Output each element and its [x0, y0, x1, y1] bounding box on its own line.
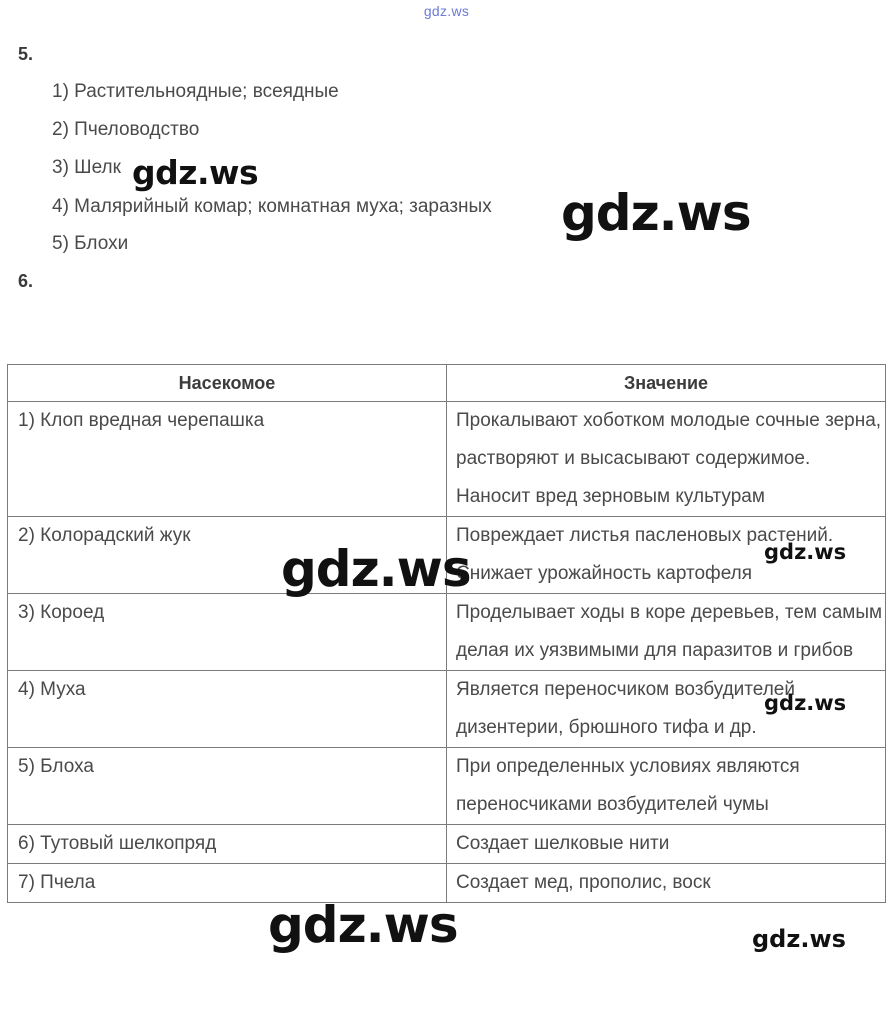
table-header-row [8, 365, 886, 402]
cell-meaning: Проделывает ходы в коре деревьев, тем самым делая их уязвимыми для паразитов и грибов [447, 594, 886, 671]
cell-meaning: Создает мед, прополис, воск [447, 864, 886, 903]
watermark: gdz.ws [281, 540, 471, 598]
cell-meaning: Является переносчиком возбудителей дизентерии, брюшного тифа и др. [447, 671, 886, 748]
table-row [8, 594, 886, 671]
question-6-number: 6. [18, 271, 34, 291]
cell-meaning: Повреждает листья пасленовых растений. Снижает урожайность картофеля [447, 517, 886, 594]
watermark: gdz.ws [132, 153, 259, 192]
question-5-number: 5. [18, 44, 34, 64]
answer-item: 5) Блохи [52, 233, 129, 254]
watermark: gdz.ws [268, 896, 458, 954]
answer-item: 2) Пчеловодство [52, 119, 200, 140]
cell-meaning: При определенных условиях являются переносчиками возбудителей чумы [447, 748, 886, 825]
answer-item: 3) Шелк [52, 157, 121, 178]
cell-insect: 6) Тутовый шелкопряд [8, 825, 447, 864]
header-meaning: Значение [447, 365, 886, 402]
watermark: gdz.ws [752, 925, 846, 953]
table-row [8, 402, 886, 517]
cell-insect: 4) Муха [8, 671, 447, 748]
table-row [8, 825, 886, 864]
cell-meaning: Создает шелковые нити [447, 825, 886, 864]
cell-meaning: Прокалывают хоботком молодые сочные зерна, растворяют и высасывают содержимое. Наносит вред зерновым культурам [447, 402, 886, 517]
table-row [8, 671, 886, 748]
answer-item: 1) Растительноядные; всеядные [52, 81, 339, 102]
site-watermark-top: gdz.ws [423, 3, 470, 19]
answer-item: 4) Малярийный комар; комнатная муха; заразных [52, 196, 492, 217]
cell-insect: 7) Пчела [8, 864, 447, 903]
cell-insect: 3) Короед [8, 594, 447, 671]
header-insect: Насекомое [8, 365, 447, 402]
insects-table [7, 364, 886, 903]
watermark: gdz.ws [561, 184, 751, 242]
cell-insect: 1) Клоп вредная черепашка [8, 402, 447, 517]
watermark: gdz.ws [764, 540, 847, 564]
cell-insect: 2) Колорадский жук [8, 517, 447, 594]
table-row [8, 748, 886, 825]
cell-insect: 5) Блоха [8, 748, 447, 825]
watermark: gdz.ws [764, 691, 847, 715]
